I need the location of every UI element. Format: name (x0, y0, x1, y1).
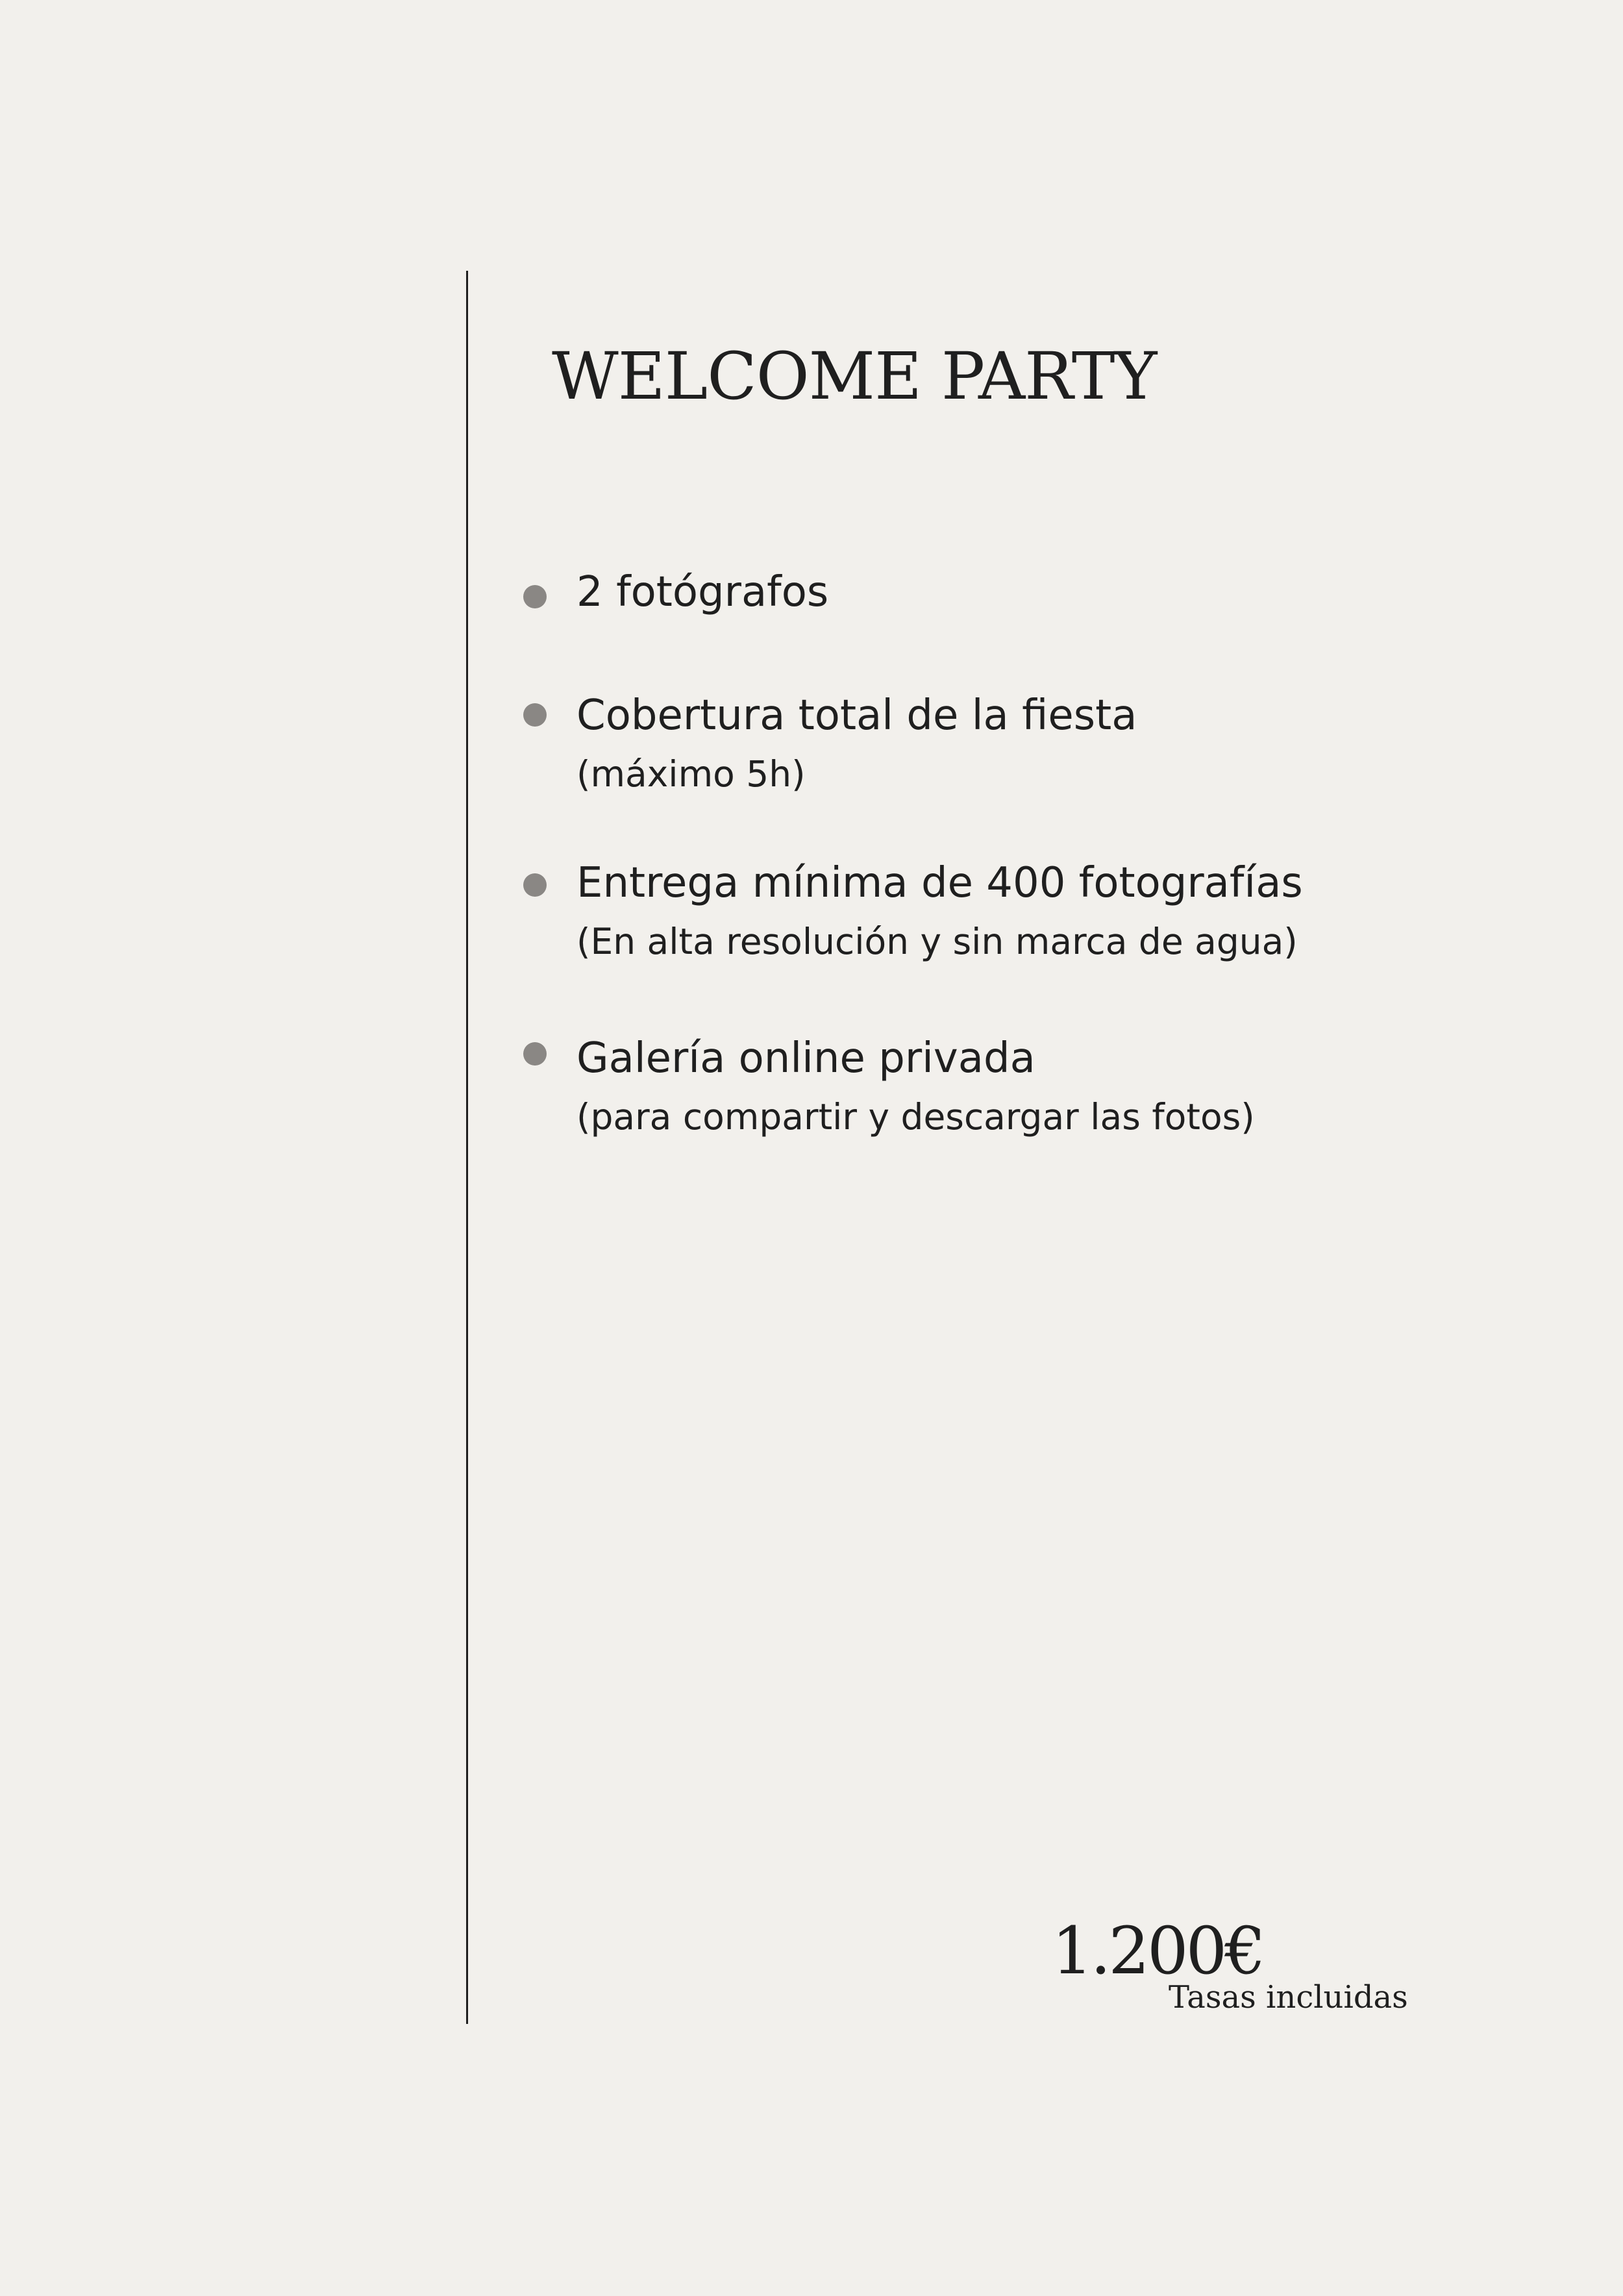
item-sub-text: (para compartir y descargar las fotos) (576, 1096, 1255, 1138)
bullet-icon (523, 703, 547, 727)
item-main-text: Galería online privada (576, 1034, 1035, 1082)
bullet-icon (523, 585, 547, 608)
item-sub-text: (En alta resolución y sin marca de agua) (576, 921, 1298, 962)
item-sub-text: (máximo 5h) (576, 753, 806, 795)
item-main-text: Entrega mínima de 400 fotografías (576, 859, 1303, 907)
bullet-icon (523, 873, 547, 897)
price-amount: 1.200€ (1052, 1913, 1263, 1989)
item-main-text: Cobertura total de la fiesta (576, 692, 1137, 740)
page-title: WELCOME PARTY (552, 338, 1157, 414)
bullet-icon (523, 1042, 547, 1066)
vertical-divider (466, 271, 468, 2024)
price-note: Tasas incluidas (1169, 1979, 1408, 2015)
item-main-text: 2 fotógrafos (576, 568, 829, 616)
